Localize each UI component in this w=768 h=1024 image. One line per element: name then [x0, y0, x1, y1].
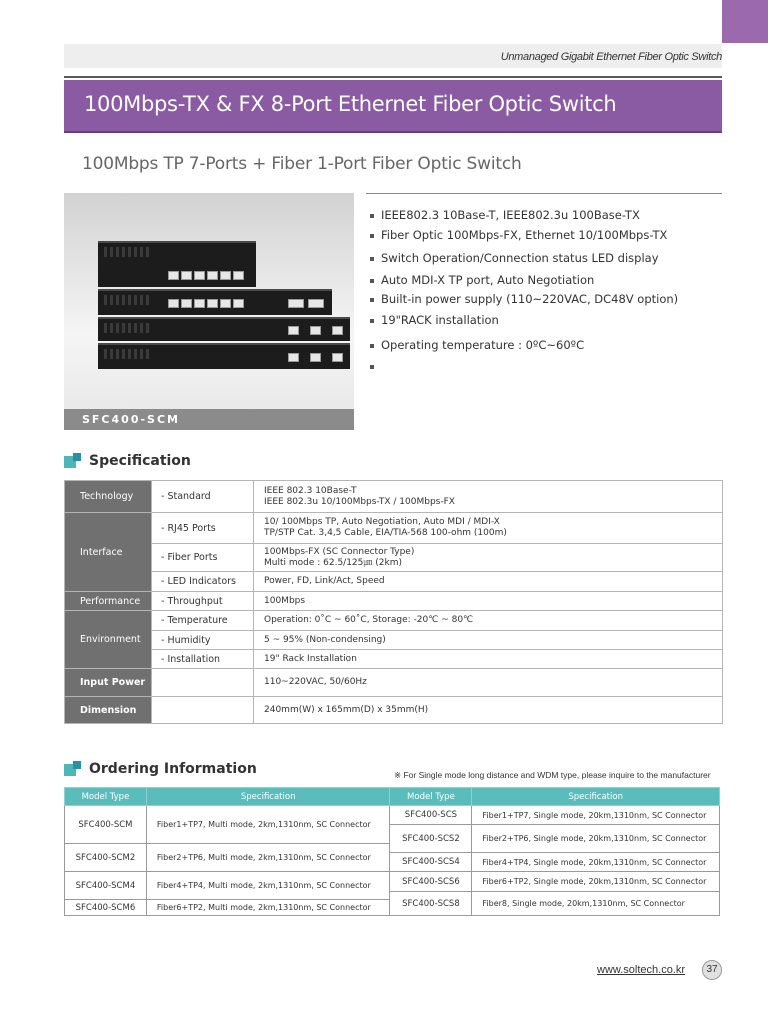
- column-header: Model Type: [390, 788, 472, 806]
- spec-value: 5 ~ 95% (Non-condensing): [254, 631, 723, 650]
- product-photo: [64, 193, 354, 430]
- column-header: Model Type: [65, 788, 147, 806]
- spec-category: Performance: [65, 592, 152, 611]
- model-cell: SFC400-SCM: [65, 806, 147, 844]
- switch-unit: [98, 317, 350, 341]
- table-row: [65, 631, 723, 650]
- table-row: [65, 806, 720, 825]
- spec-value: 100Mbps: [254, 592, 723, 611]
- spec-cell: Fiber6+TP2, Single mode, 20km,1310nm, SC Connector: [472, 872, 720, 892]
- spec-subcategory: [152, 669, 254, 697]
- model-cell: SFC400-SCS8: [390, 892, 472, 916]
- column-header: Specification: [146, 788, 390, 806]
- model-cell: SFC400-SCS2: [390, 825, 472, 853]
- table-row: [65, 513, 723, 544]
- model-cell: SFC400-SCS6: [390, 872, 472, 892]
- specification-table: [64, 480, 723, 724]
- spec-cell: Fiber4+TP4, Multi mode, 2km,1310nm, SC Connector: [146, 872, 390, 900]
- spec-value: Power, FD, Link/Act, Speed: [254, 572, 723, 592]
- footer-website-link[interactable]: www.soltech.co.kr: [597, 964, 686, 976]
- spec-subcategory: - Installation: [152, 650, 254, 669]
- corner-tab: [722, 0, 768, 43]
- switch-unit: [98, 289, 332, 315]
- spec-category: Dimension: [65, 697, 152, 724]
- feature-item: [370, 359, 381, 373]
- table-row: [65, 669, 723, 697]
- feature-item: Built-in power supply (110~220VAC, DC48V option): [370, 292, 678, 306]
- spec-subcategory: - Fiber Ports: [152, 544, 254, 572]
- table-header-row: [65, 788, 720, 806]
- table-row: [65, 481, 723, 513]
- model-cell: SFC400-SCM2: [65, 844, 147, 872]
- product-caption-text: SFC400-SCM: [82, 413, 180, 426]
- spec-subcategory: - RJ45 Ports: [152, 513, 254, 544]
- spec-value: 100Mbps-FX (SC Connector Type) Multi mode : 62.5/125㎛ (2km): [254, 544, 723, 572]
- spec-subcategory: - Standard: [152, 481, 254, 513]
- section-marker-icon: [64, 761, 82, 777]
- section-marker-icon: [64, 453, 82, 469]
- ordering-heading: [64, 761, 257, 777]
- feature-item: Switch Operation/Connection status LED display: [370, 251, 659, 265]
- features-rule: [366, 193, 722, 194]
- spec-cell: Fiber1+TP7, Multi mode, 2km,1310nm, SC Connector: [146, 806, 390, 844]
- spec-subcategory: - Temperature: [152, 611, 254, 631]
- spec-cell: Fiber1+TP7, Single mode, 20km,1310nm, SC Connector: [472, 806, 720, 825]
- feature-item: Operating temperature : 0ºC~60ºC: [370, 338, 584, 352]
- spec-value: Operation: 0˚C ~ 60˚C, Storage: -20℃ ~ 80℃: [254, 611, 723, 631]
- model-cell: SFC400-SCS: [390, 806, 472, 825]
- table-row: [65, 872, 720, 892]
- spec-value: 240mm(W) x 165mm(D) x 35mm(H): [254, 697, 723, 724]
- category-label: Unmanaged Gigabit Ethernet Fiber Optic Switch: [500, 51, 722, 63]
- title-bar: [64, 80, 722, 133]
- model-cell: SFC400-SCM4: [65, 872, 147, 900]
- spec-subcategory: - Humidity: [152, 631, 254, 650]
- switch-unit: [98, 241, 256, 287]
- spec-value: 10/ 100Mbps TP, Auto Negotiation, Auto MDI / MDI-X TP/STP Cat. 3,4,5 Cable, EIA/TIA-568 100-ohm (100m): [254, 513, 723, 544]
- spec-subcategory: - Throughput: [152, 592, 254, 611]
- column-header: Specification: [472, 788, 720, 806]
- feature-item: IEEE802.3 10Base-T, IEEE802.3u 100Base-TX: [370, 208, 640, 222]
- feature-item: 19"RACK installation: [370, 313, 499, 327]
- page-title: 100Mbps-TX & FX 8-Port Ethernet Fiber Optic Switch: [84, 92, 617, 116]
- spec-cell: Fiber2+TP6, Single mode, 20km,1310nm, SC Connector: [472, 825, 720, 853]
- specification-heading: [64, 453, 191, 469]
- spec-category: Technology: [65, 481, 152, 513]
- spec-value: 19" Rack Installation: [254, 650, 723, 669]
- ordering-table: [64, 787, 720, 916]
- ordering-note: ※ For Single mode long distance and WDM type, please inquire to the manufacturer: [394, 770, 711, 780]
- header-rule: [64, 76, 722, 78]
- model-cell: SFC400-SCM6: [65, 900, 147, 916]
- spec-category: Environment: [65, 611, 152, 669]
- page-number: 37: [702, 960, 722, 980]
- feature-item: Fiber Optic 100Mbps-FX, Ethernet 10/100Mbps-TX: [370, 228, 667, 242]
- spec-cell: Fiber8, Single mode, 20km,1310nm, SC Connector: [472, 892, 720, 916]
- table-row: [65, 697, 723, 724]
- spec-cell: Fiber2+TP6, Multi mode, 2km,1310nm, SC Connector: [146, 844, 390, 872]
- product-caption: [64, 409, 354, 430]
- spec-subcategory: - LED Indicators: [152, 572, 254, 592]
- table-row: [65, 544, 723, 572]
- spec-value: IEEE 802.3 10Base-T IEEE 802.3u 10/100Mbps-TX / 100Mbps-FX: [254, 481, 723, 513]
- feature-item: Auto MDI-X TP port, Auto Negotiation: [370, 273, 594, 287]
- spec-category: Interface: [65, 513, 152, 592]
- spec-value: 110~220VAC, 50/60Hz: [254, 669, 723, 697]
- table-row: [65, 650, 723, 669]
- switch-unit: [98, 343, 350, 369]
- product-subtitle: 100Mbps TP 7-Ports + Fiber 1-Port Fiber Optic Switch: [82, 154, 522, 174]
- spec-cell: Fiber4+TP4, Single mode, 20km,1310nm, SC Connector: [472, 853, 720, 872]
- spec-cell: Fiber6+TP2, Multi mode, 2km,1310nm, SC Connector: [146, 900, 390, 916]
- model-cell: SFC400-SCS4: [390, 853, 472, 872]
- table-row: [65, 611, 723, 631]
- spec-subcategory: [152, 697, 254, 724]
- spec-category: Input Power: [65, 669, 152, 697]
- table-row: [65, 572, 723, 592]
- table-row: [65, 592, 723, 611]
- ordering-title: Ordering Information: [89, 761, 257, 777]
- specification-title: Specification: [89, 453, 191, 469]
